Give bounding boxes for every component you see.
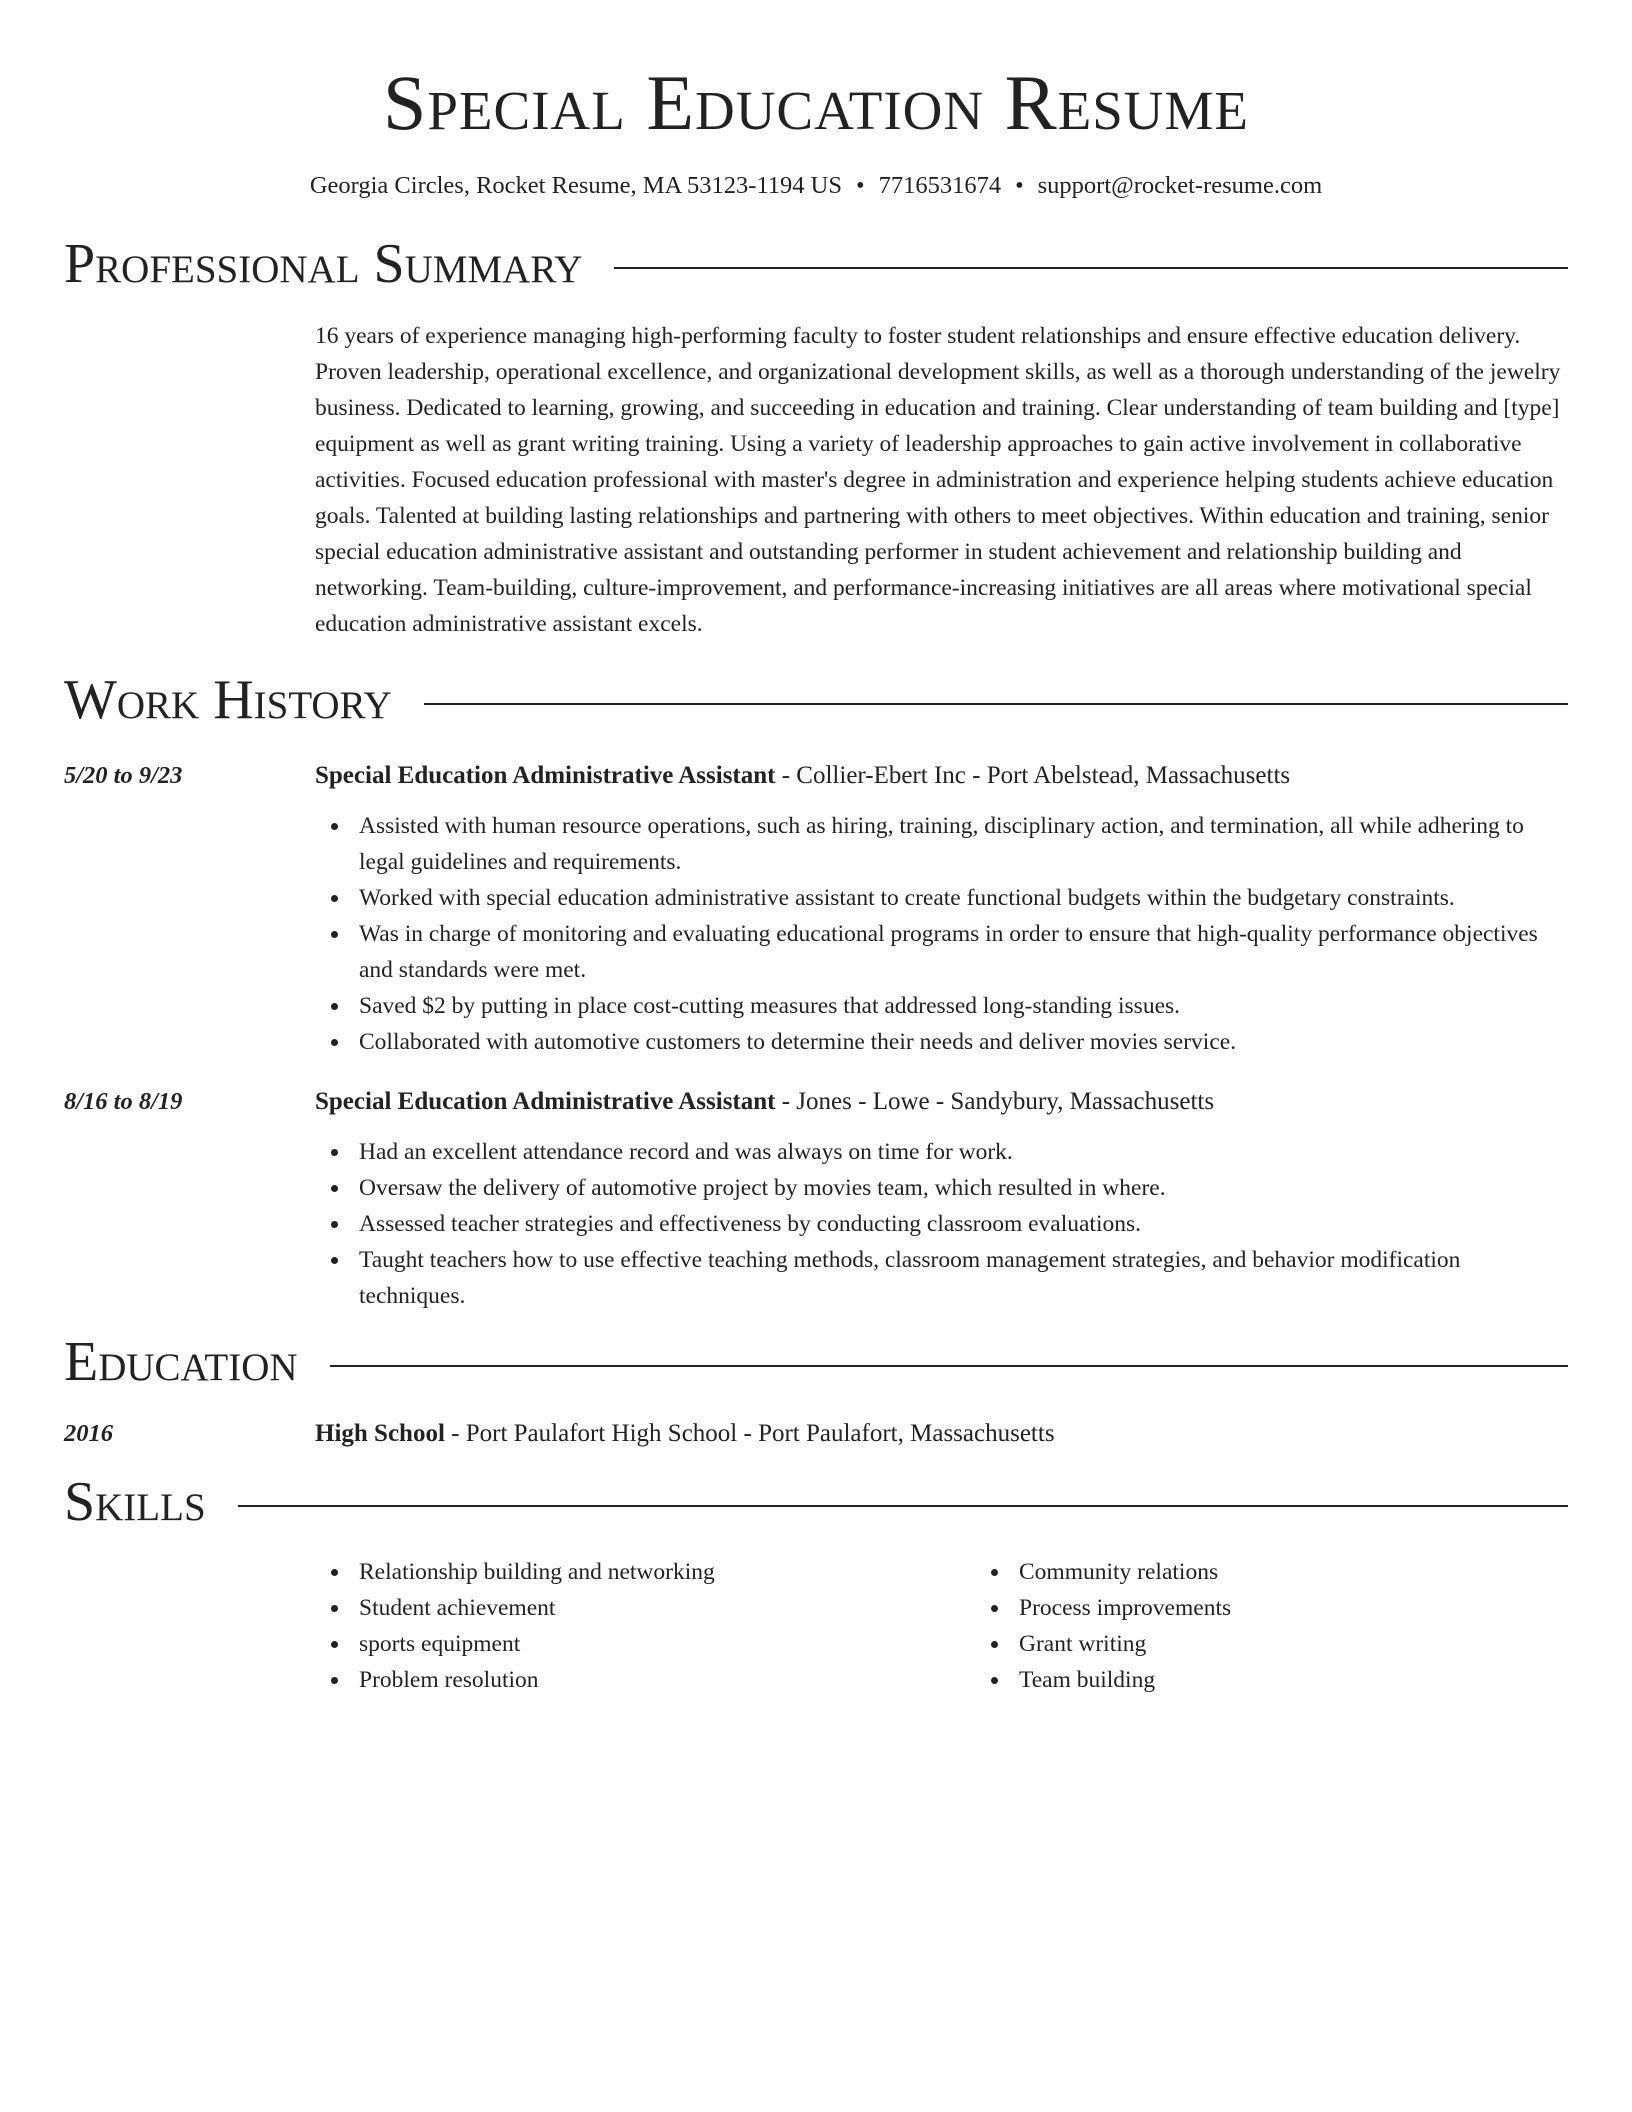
summary-heading: Professional Summary	[64, 233, 583, 295]
job-bullet: Assisted with human resource operations, such as hiring, training, disciplinary action, and termination, all while adhering to legal guidelines and requirements.	[359, 808, 1568, 880]
skills-section-header	[64, 1470, 1568, 1534]
job-bullets	[315, 1134, 1568, 1314]
job-details: - Collier-Ebert Inc - Port Abelstead, Massachusetts	[775, 762, 1291, 789]
section-divider	[424, 703, 1568, 705]
job-role: Special Education Administrative Assistant	[315, 762, 776, 789]
education-details: - Port Paulafort High School - Port Paulafort, Massachusetts	[444, 1420, 1055, 1447]
contact-email: support@rocket-resume.com	[1037, 172, 1323, 199]
job-bullet: Collaborated with automotive customers to determine their needs and deliver movies service.	[359, 1024, 1568, 1060]
section-divider	[330, 1365, 1568, 1367]
section-divider	[614, 267, 1568, 269]
job-dates: 5/20 to 9/23	[64, 762, 183, 789]
job-bullets	[315, 808, 1568, 1060]
education-section-header	[64, 1330, 1568, 1394]
skill-item: Problem resolution	[359, 1662, 975, 1698]
job-entry	[64, 758, 1568, 1060]
job-bullet: Saved $2 by putting in place cost-cutting measures that addressed long-standing issues.	[359, 988, 1568, 1024]
job-bullet: Had an excellent attendance record and was always on time for work.	[359, 1134, 1568, 1170]
job-bullet: Worked with special education administrative assistant to create functional budgets within the budgetary constraints.	[359, 880, 1568, 916]
section-divider	[238, 1505, 1568, 1507]
education-content	[315, 1416, 1568, 1452]
skill-item: Grant writing	[1019, 1626, 1231, 1662]
work-heading: Work History	[64, 669, 392, 731]
skill-item: Process improvements	[1019, 1590, 1231, 1626]
job-headline	[315, 758, 1568, 794]
skill-item: Student achievement	[359, 1590, 975, 1626]
contact-line	[64, 170, 1568, 202]
skill-item: Community relations	[1019, 1554, 1231, 1590]
summary-section-header	[64, 232, 1568, 296]
skill-item: Relationship building and networking	[359, 1554, 975, 1590]
job-headline	[315, 1084, 1568, 1120]
education-headline	[315, 1416, 1568, 1452]
job-entry	[64, 1084, 1568, 1314]
contact-separator: •	[1015, 172, 1024, 199]
education-heading: Education	[64, 1331, 298, 1393]
job-bullet: Oversaw the delivery of automotive project by movies team, which resulted in where.	[359, 1170, 1568, 1206]
job-bullet: Assessed teacher strategies and effectiveness by conducting classroom evaluations.	[359, 1206, 1568, 1242]
job-bullet: Was in charge of monitoring and evaluating educational programs in order to ensure that high-quality performance objectives and standards were met.	[359, 916, 1568, 988]
job-dates: 8/16 to 8/19	[64, 1088, 183, 1115]
contact-address: Georgia Circles, Rocket Resume, MA 53123-1194 US	[309, 172, 842, 199]
education-year: 2016	[64, 1420, 113, 1447]
contact-phone: 7716531674	[878, 172, 1002, 199]
skills-heading: Skills	[64, 1471, 206, 1533]
job-content	[315, 758, 1568, 1060]
job-role: Special Education Administrative Assistant	[315, 1088, 776, 1115]
contact-separator: •	[855, 172, 865, 199]
skills-column-2	[975, 1554, 1231, 1698]
resume-title: Special Education Resume	[382, 59, 1250, 146]
education-entry	[64, 1416, 1568, 1452]
job-content	[315, 1084, 1568, 1314]
job-details: - Jones - Lowe - Sandybury, Massachusetts	[775, 1088, 1215, 1115]
skill-item: sports equipment	[359, 1626, 975, 1662]
education-degree: High School	[315, 1420, 445, 1447]
summary-text: 16 years of experience managing high-performing faculty to foster student relationships and ensure effective education delivery. Proven leadership, operational excellence, and organizational development skills, as well as a thorough understanding of the jewelry business. Dedicated to learning, growing, and succeeding in education and training. Clear understanding of team building and [type] equipment as well as grant writing training. Using a variety of leadership approaches to gain active involvement in collaborative activities. Focused education professional with master's degree in administration and experience helping students achieve education goals. Talented at building lasting relationships and partnering with others to meet objectives. Within education and training, senior special education administrative assistant and outstanding performer in student achievement and relationship building and networking. Team-building, culture-improvement, and performance-increasing initiatives are all areas where motivational special education administrative assistant excels.	[315, 323, 1561, 637]
work-section-header	[64, 668, 1568, 732]
skills-list	[315, 1554, 1568, 1698]
skill-item: Team building	[1019, 1662, 1231, 1698]
job-bullet: Taught teachers how to use effective teaching methods, classroom management strategies, and behavior modification techniques.	[359, 1242, 1568, 1314]
skills-column-1	[315, 1554, 975, 1698]
